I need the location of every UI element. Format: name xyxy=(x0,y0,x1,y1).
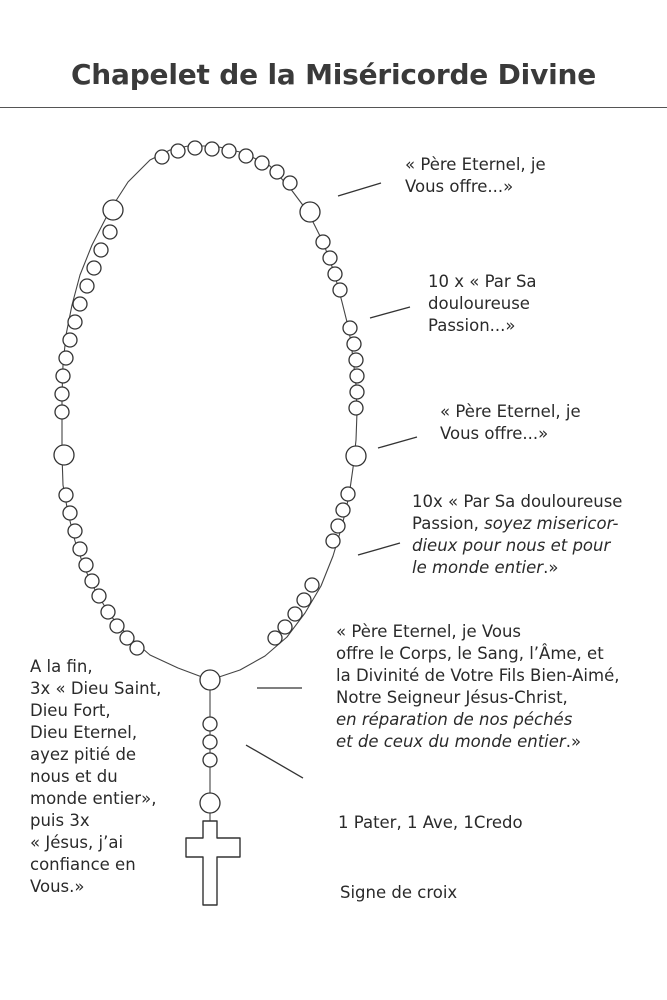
page-title: Chapelet de la Miséricorde Divine xyxy=(70,58,597,91)
cross xyxy=(186,821,240,905)
bead-small xyxy=(68,524,82,538)
bead-small xyxy=(55,405,69,419)
bead-small xyxy=(73,297,87,311)
bead-small xyxy=(203,717,217,731)
label-dix-passion-2 xyxy=(412,491,622,579)
bead-small xyxy=(268,631,282,645)
label-pere-eternel-1 xyxy=(405,154,546,198)
rosary-beads xyxy=(54,141,366,655)
label-line: monde entier», xyxy=(30,789,157,808)
label-line: douloureuse xyxy=(428,294,530,313)
bead-small xyxy=(205,142,219,156)
label-line: offre le Corps, le Sang, l’Âme, et xyxy=(336,644,604,663)
bead-large xyxy=(103,200,123,220)
bead-small xyxy=(349,353,363,367)
pointer-line-dix2 xyxy=(358,543,400,555)
bead-large xyxy=(54,445,74,465)
bead-small xyxy=(347,337,361,351)
bead-small xyxy=(101,605,115,619)
bead-small xyxy=(326,534,340,548)
label-line: 3x « Dieu Saint, xyxy=(30,679,162,698)
label-line: « Père Eternel, je Vous xyxy=(336,622,522,641)
bead-small xyxy=(79,558,93,572)
pointer-line-pater xyxy=(246,745,303,778)
bead-small xyxy=(59,488,73,502)
label-line: 10x « Par Sa douloureuse xyxy=(412,492,623,511)
bead-small xyxy=(103,225,117,239)
label-line: 1 Pater, 1 Ave, 1Credo xyxy=(338,813,523,832)
pointer-line-dix1 xyxy=(370,307,410,318)
bead-small xyxy=(73,542,87,556)
bead-small xyxy=(270,165,284,179)
label-line: Notre Seigneur Jésus-Christ, xyxy=(336,688,568,707)
bead-centerpiece xyxy=(200,670,220,690)
label-line: A la fin, xyxy=(30,657,93,676)
bead-small xyxy=(56,369,70,383)
label-line xyxy=(336,731,620,753)
label-italic: soyez misericor- xyxy=(484,514,619,533)
label-signe-de-croix xyxy=(340,882,457,904)
bead-small xyxy=(316,235,330,249)
label-line: « Jésus, j’ai xyxy=(30,833,124,852)
bead-small xyxy=(55,387,69,401)
bead-small xyxy=(94,243,108,257)
label-line: en réparation de nos péchés xyxy=(336,710,573,729)
bead-small xyxy=(323,251,337,265)
label-pater xyxy=(338,812,523,834)
label-line: puis 3x xyxy=(30,811,90,830)
label-a-la-fin xyxy=(30,656,161,898)
label-line: « Père Eternel, je xyxy=(405,155,546,174)
label-text: .» xyxy=(543,558,559,577)
bead-small xyxy=(63,333,77,347)
label-line: Dieu Eternel, xyxy=(30,723,138,742)
bead-small xyxy=(239,149,253,163)
pointer-line-pere1 xyxy=(338,183,381,196)
bead-small xyxy=(87,261,101,275)
label-line: Vous offre...» xyxy=(440,424,549,443)
label-line: Dieu Fort, xyxy=(30,701,111,720)
bead-small xyxy=(80,279,94,293)
label-line: confiance en xyxy=(30,855,136,874)
label-text: .» xyxy=(565,732,582,751)
bead-small xyxy=(188,141,202,155)
bead-small xyxy=(68,315,82,329)
label-line: Vous.» xyxy=(30,877,85,896)
label-pere-eternel-2 xyxy=(440,401,581,445)
label-line: Passion...» xyxy=(428,316,516,335)
bead-small xyxy=(305,578,319,592)
label-line xyxy=(412,513,622,535)
bead-small xyxy=(283,176,297,190)
bead-small xyxy=(203,753,217,767)
label-text: Passion, xyxy=(412,514,485,533)
bead-small xyxy=(328,267,342,281)
bead-small xyxy=(59,351,73,365)
bead-large xyxy=(300,202,320,222)
bead-small xyxy=(85,574,99,588)
label-italic: le monde entier xyxy=(412,558,544,577)
label-offering xyxy=(336,621,620,753)
bead-small xyxy=(297,593,311,607)
bead-small xyxy=(343,321,357,335)
bead-small xyxy=(110,619,124,633)
pointer-line-pere2 xyxy=(378,437,417,448)
bead-small xyxy=(278,620,292,634)
bead-small xyxy=(350,385,364,399)
label-line: dieux pour nous et pour xyxy=(412,536,611,555)
bead-small xyxy=(336,503,350,517)
label-line: 10 x « Par Sa xyxy=(428,272,537,291)
bead-small xyxy=(222,144,236,158)
bead-small xyxy=(203,735,217,749)
bead-large xyxy=(346,446,366,466)
label-line: « Père Eternel, je xyxy=(440,402,581,421)
label-line: la Divinité de Votre Fils Bien-Aimé, xyxy=(336,666,620,685)
label-line xyxy=(412,557,622,579)
bead-small xyxy=(155,150,169,164)
bead-small xyxy=(333,283,347,297)
label-line: nous et du xyxy=(30,767,118,786)
label-line: ayez pitié de xyxy=(30,745,137,764)
bead-small xyxy=(63,506,77,520)
label-dix-passion-1 xyxy=(428,271,537,337)
bead-small xyxy=(349,401,363,415)
bead-small xyxy=(341,487,355,501)
bead-small xyxy=(171,144,185,158)
label-line: Signe de croix xyxy=(340,883,458,902)
bead-small xyxy=(288,607,302,621)
bead-large xyxy=(200,793,220,813)
bead-small xyxy=(130,641,144,655)
label-line: Vous offre...» xyxy=(405,177,514,196)
bead-small xyxy=(350,369,364,383)
bead-small xyxy=(92,589,106,603)
label-italic: et de ceux du monde entier xyxy=(336,732,566,751)
bead-small xyxy=(255,156,269,170)
bead-small xyxy=(331,519,345,533)
